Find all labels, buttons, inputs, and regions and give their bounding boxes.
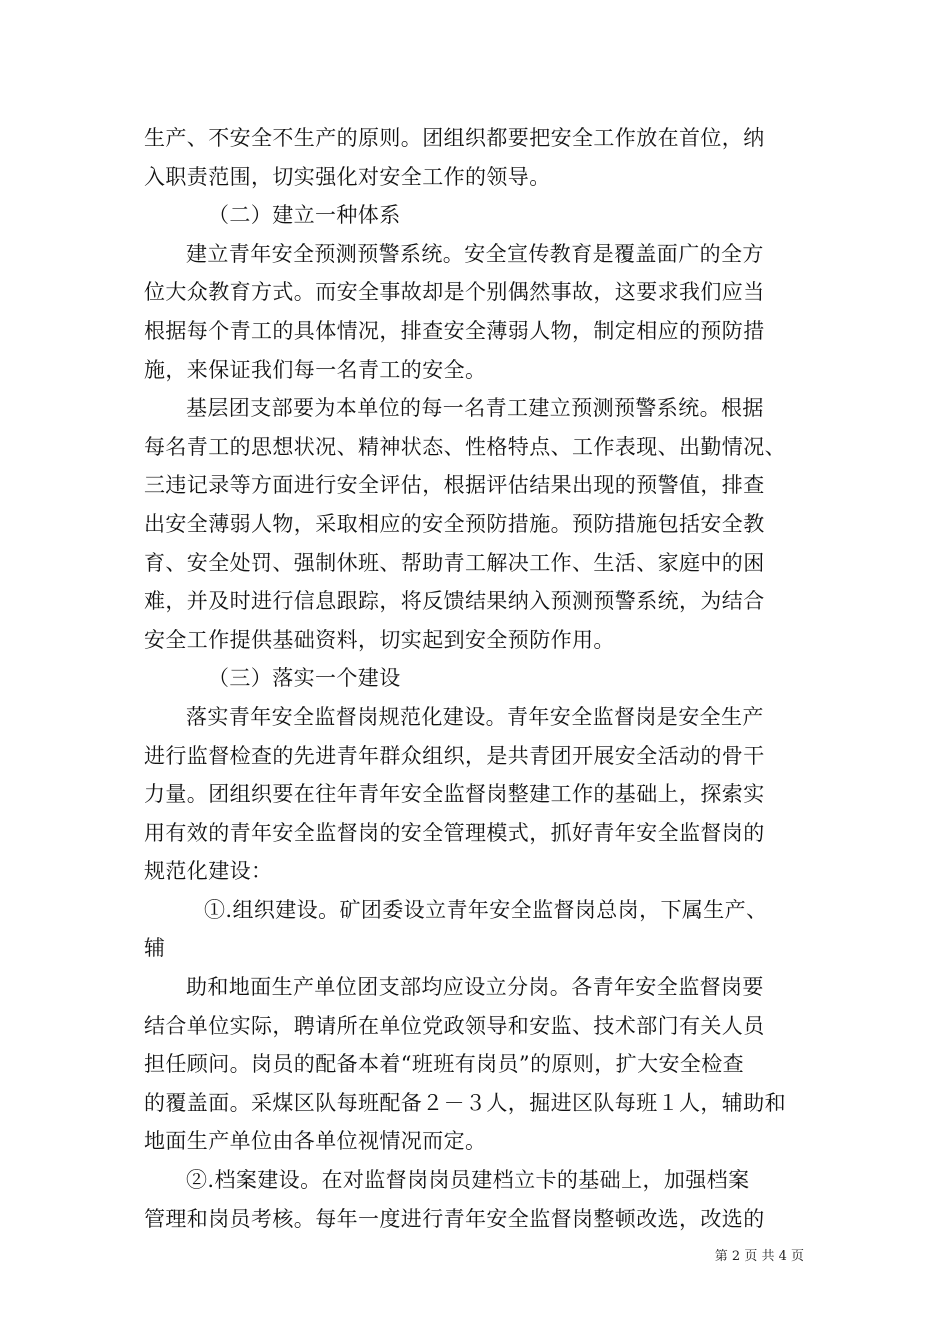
text-line: 基层团支部要为本单位的每一名青工建立预测预警系统。根据	[186, 396, 764, 421]
text-line: 力量。团组织要在往年青年安全监督岗整建工作的基础上，探索实	[144, 782, 765, 807]
page-number: 第 2 页 共 4 页	[714, 1249, 804, 1264]
text-line: 担任顾问。岗员的配备本着“班班有岗员”的原则，扩大安全检查	[144, 1052, 745, 1077]
text-line: 育、安全处罚、强制休班、帮助青工解决工作、生活、家庭中的困	[144, 550, 765, 575]
text-line: 管理和岗员考核。每年一度进行青年安全监督岗整顿改选，改选的	[144, 1206, 765, 1231]
text-line: 安全工作提供基础资料，切实起到安全预防作用。	[144, 627, 615, 652]
text-line: 难，并及时进行信息跟踪，将反馈结果纳入预测预警系统，为结合	[144, 589, 765, 614]
section-heading: （三）落实一个建设	[208, 666, 401, 691]
text-line: 三违记录等方面进行安全评估，根据评估结果出现的预警值，排查	[144, 473, 765, 498]
text-line: 位大众教育方式。而安全事故却是个别偶然事故，这要求我们应当	[144, 280, 765, 305]
text-line: 落实青年安全监督岗规范化建设。青年安全监督岗是安全生产	[186, 704, 764, 729]
text-line: 辅	[144, 936, 166, 961]
text-line: 施，来保证我们每一名青工的安全。	[144, 357, 487, 382]
text-line: 出安全薄弱人物，采取相应的安全预防措施。预防措施包括安全教	[144, 511, 765, 536]
text-line: 入职责范围，切实强化对安全工作的领导。	[144, 164, 551, 189]
text-line: 助和地面生产单位团支部均应设立分岗。各青年安全监督岗要	[186, 975, 764, 1000]
section-heading: （二）建立一种体系	[208, 203, 401, 228]
text-line: 的覆盖面。采煤区队每班配备２－３人，掘进区队每班１人，辅助和	[144, 1090, 786, 1115]
text-line: ②.档案建设。在对监督岗岗员建档立卡的基础上，加强档案	[186, 1168, 750, 1193]
text-line: 进行监督检查的先进青年群众组织，是共青团开展安全活动的骨干	[144, 743, 765, 768]
document-body	[144, 119, 808, 1238]
text-line: 每名青工的思想状况、精神状态、性格特点、工作表现、出勤情况、	[144, 434, 786, 459]
text-line: 生产、不安全不生产的原则。团组织都要把安全工作放在首位，纳	[144, 126, 765, 150]
text-line: 规范化建设：	[144, 859, 273, 884]
text-line: 用有效的青年安全监督岗的安全管理模式，抓好青年安全监督岗的	[144, 820, 765, 845]
text-line: 根据每个青工的具体情况，排查安全薄弱人物，制定相应的预防措	[144, 318, 765, 343]
text-line: 建立青年安全预测预警系统。安全宣传教育是覆盖面广的全方	[186, 241, 764, 266]
text-line: 地面生产单位由各单位视情况而定。	[144, 1129, 487, 1154]
text-line: 结合单位实际，聘请所在单位党政领导和安监、技术部门有关人员	[144, 1013, 765, 1038]
text-line: ①.组织建设。矿团委设立青年安全监督岗总岗，下属生产、	[204, 897, 768, 922]
